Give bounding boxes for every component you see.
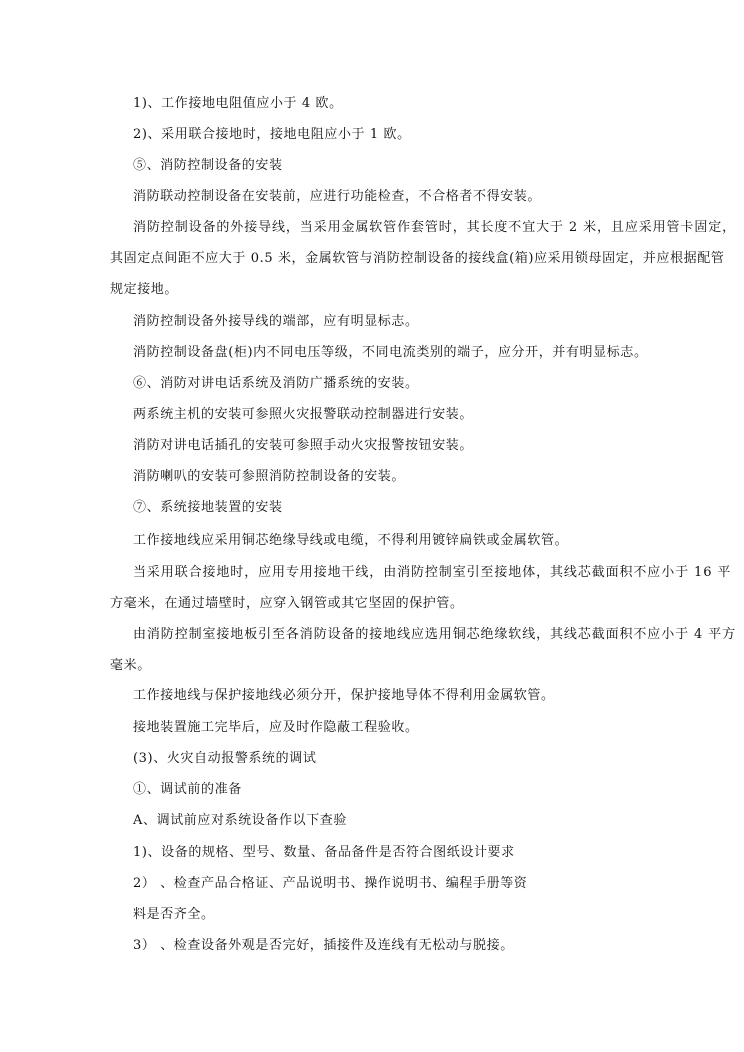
paragraph-line: 当采用联合接地时，应用专用接地干线，由消防控制室引至接地体，其线芯截面积不应小于 16 平 <box>133 565 732 580</box>
section-heading: (3)、火灾自动报警系统的调试 <box>133 751 317 766</box>
paragraph-line: 接地装置施工完毕后，应及时作隐蔽工程验收。 <box>133 720 419 735</box>
paragraph-line: 1)、工作接地电阻值应小于 4 欧。 <box>133 96 343 111</box>
paragraph-line: 消防控制设备外接导线的端部，应有明显标志。 <box>133 314 419 329</box>
paragraph-line: 毫米。 <box>110 658 151 673</box>
section-heading: ①、调试前的准备 <box>133 782 242 797</box>
paragraph-line: 工作接地线应采用铜芯绝缘导线或电缆，不得利用镀锌扁铁或金属软管。 <box>133 533 569 548</box>
paragraph-line: 规定接地。 <box>110 282 179 297</box>
paragraph-line: 消防联动控制设备在安装前，应进行功能检查，不合格者不得安装。 <box>133 189 542 204</box>
paragraph-line: 消防对讲电话插孔的安装可参照手动火灾报警按钮安装。 <box>133 438 474 453</box>
paragraph-line: 2)、采用联合接地时，接地电阻应小于 1 欧。 <box>133 127 411 142</box>
paragraph-line: A、调试前应对系统设备作以下查验 <box>133 813 347 828</box>
paragraph-line: 其固定点间距不应大于 0.5 米，金属软管与消防控制设备的接线盒(箱)应采用锁母固定，并应根据配管 <box>110 251 725 266</box>
section-heading: ⑦、系统接地装置的安装 <box>133 500 283 515</box>
paragraph-line: 由消防控制室接地板引至各消防设备的接地线应选用铜芯绝缘软线，其线芯截面积不应小于 4 平方 <box>133 627 737 642</box>
paragraph-line: 2） 、检查产品合格证、产品说明书、操作说明书、编程手册等资 <box>133 876 528 891</box>
section-heading: ⑥、消防对讲电话系统及消防广播系统的安装。 <box>133 376 419 391</box>
paragraph-line: 消防控制设备盘(柜)内不同电压等级，不同电流类别的端子，应分开，并有明显标志。 <box>133 345 648 360</box>
paragraph-line: 消防控制设备的外接导线，当采用金属软管作套管时，其长度不宜大于 2 米，且应采用管卡固定， <box>133 220 737 235</box>
paragraph-line: 两系统主机的安装可参照火灾报警联动控制器进行安装。 <box>133 407 474 422</box>
paragraph-line: 工作接地线与保护接地线必须分开，保护接地导体不得利用金属软管。 <box>133 688 555 703</box>
paragraph-line: 消防喇叭的安装可参照消防控制设备的安装。 <box>133 469 406 484</box>
paragraph-line: 方毫米，在通过墙壁时，应穿入钢管或其它坚固的保护管。 <box>110 596 464 611</box>
paragraph-line: 料是否齐全。 <box>133 907 215 922</box>
section-heading: ⑤、消防控制设备的安装 <box>133 158 283 173</box>
paragraph-line: 3） 、检查设备外观是否完好，插接件及连线有无松动与脱接。 <box>133 938 514 953</box>
paragraph-line: 1)、设备的规格、型号、数量、备品备件是否符合图纸设计要求 <box>133 845 515 860</box>
